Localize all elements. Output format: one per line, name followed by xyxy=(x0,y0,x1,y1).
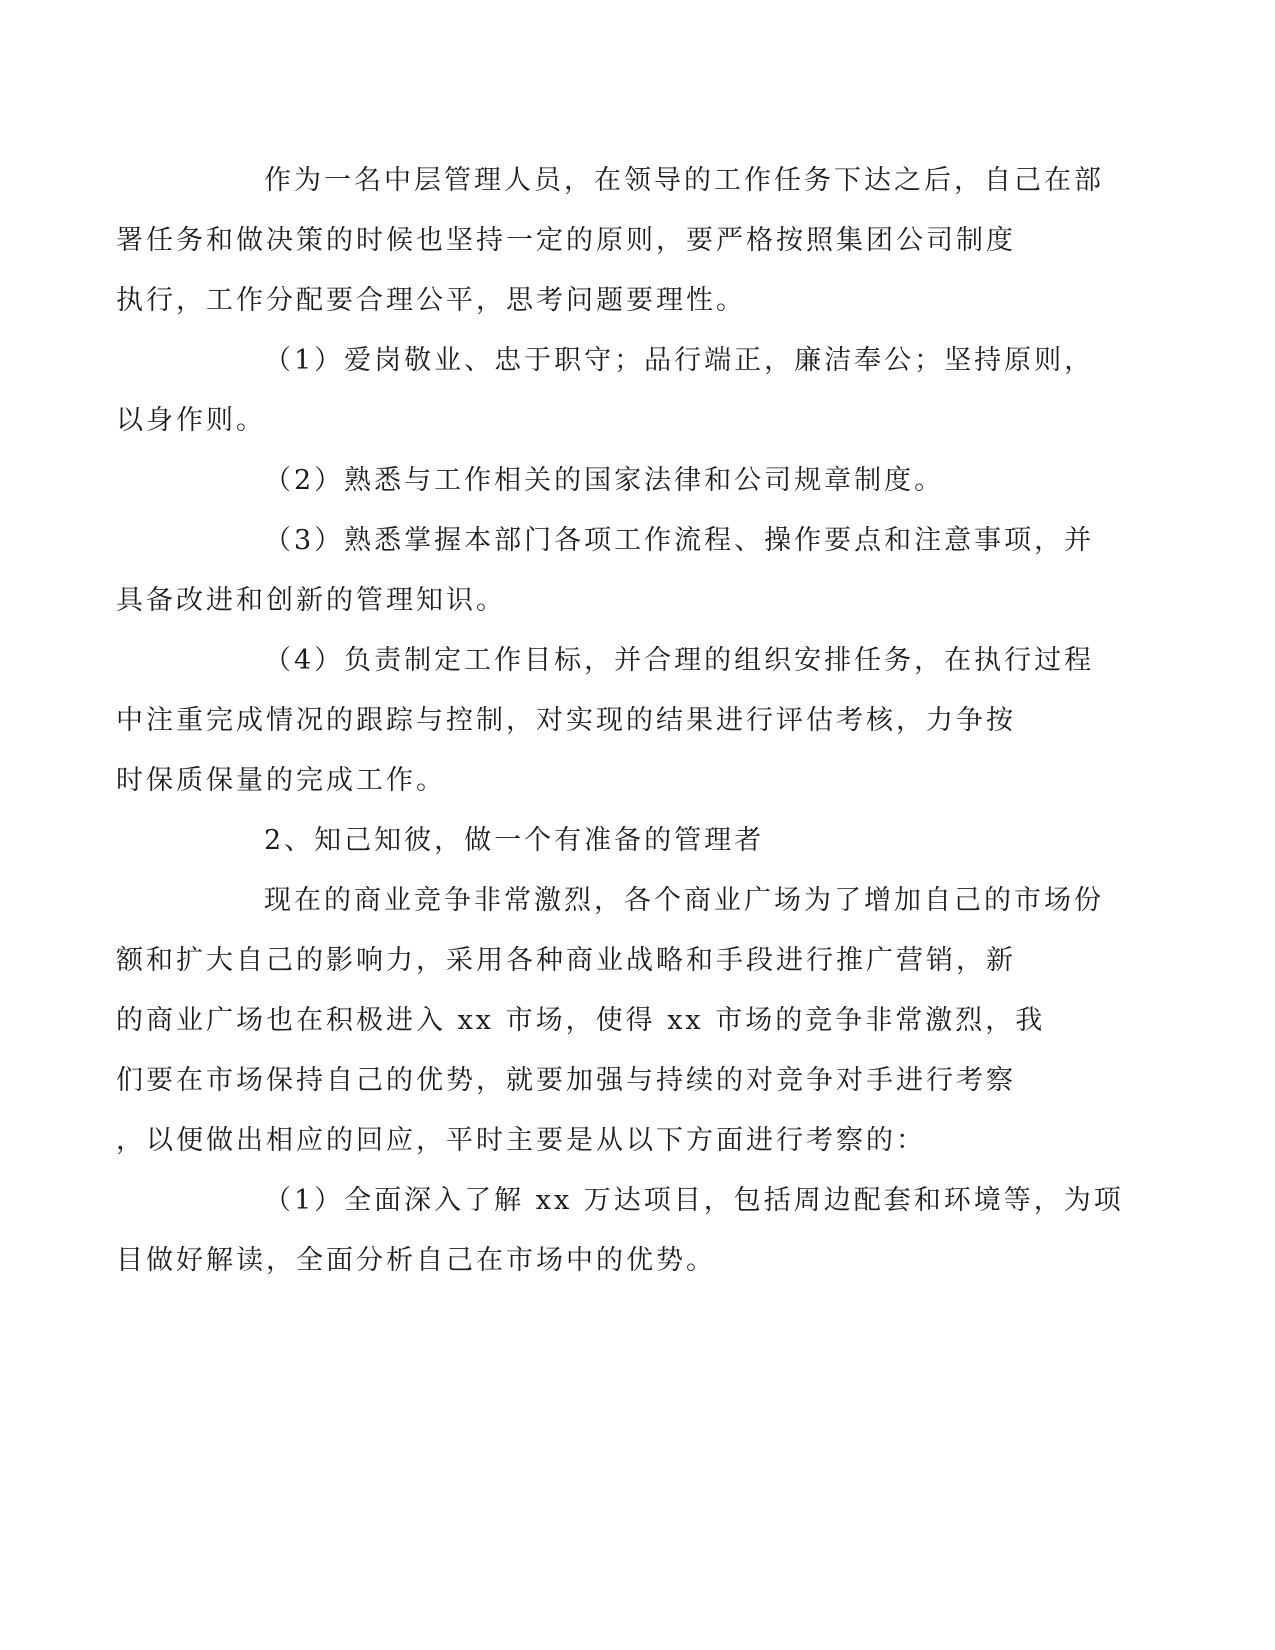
text-line: （3）熟悉掌握本部门各项工作流程、操作要点和注意事项，并 xyxy=(264,525,1095,556)
text-line: ，以便做出相应的回应，平时主要是从以下方面进行考察的： xyxy=(116,1125,926,1156)
text-line: （1）爱岗敬业、忠于职守；品行端正，廉洁奉公；坚持原则， xyxy=(264,345,1095,376)
text-line: （4）负责制定工作目标，并合理的组织安排任务，在执行过程 xyxy=(264,645,1095,676)
text-line: （2）熟悉与工作相关的国家法律和公司规章制度。 xyxy=(264,465,945,496)
document-body xyxy=(116,151,1124,1291)
text-line: 的商业广场也在积极进入 xx 市场，使得 xx 市场的竞争非常激烈，我 xyxy=(116,1005,1046,1036)
text-line: 具备改进和创新的管理知识。 xyxy=(116,585,506,616)
paragraph-competition xyxy=(116,871,1104,1171)
text-line: 署任务和做决策的时候也坚持一定的原则，要严格按照集团公司制度 xyxy=(116,225,1016,256)
text-line: 作为一名中层管理人员，在领导的工作任务下达之后，自己在部 xyxy=(264,165,1104,196)
paragraph-intro xyxy=(116,151,1104,331)
text-line: （1）全面深入了解 xx 万达项目，包括周边配套和环境等，为项 xyxy=(264,1185,1124,1216)
text-line: 以身作则。 xyxy=(116,405,266,436)
text-line: 目做好解读，全面分析自己在市场中的优势。 xyxy=(116,1245,716,1276)
text-line: 时保质保量的完成工作。 xyxy=(116,765,446,796)
text-line: 现在的商业竞争非常激烈，各个商业广场为了增加自己的市场份 xyxy=(264,885,1104,916)
paragraph-item-2 xyxy=(190,451,1090,511)
text-line: 们要在市场保持自己的优势，就要加强与持续的对竞争对手进行考察 xyxy=(116,1065,1016,1096)
text-line: 中注重完成情况的跟踪与控制，对实现的结果进行评估考核，力争按 xyxy=(116,705,1016,736)
paragraph-item-1 xyxy=(116,331,1095,451)
paragraph-item-4 xyxy=(116,631,1095,811)
section-heading xyxy=(190,811,1090,871)
paragraph-item-3 xyxy=(116,511,1095,631)
text-line: 额和扩大自己的影响力，采用各种商业战略和手段进行推广营销，新 xyxy=(116,945,1016,976)
text-line: 2、知己知彼，做一个有准备的管理者 xyxy=(264,825,765,856)
paragraph-item-analysis xyxy=(116,1171,1124,1291)
text-line: 执行，工作分配要合理公平，思考问题要理性。 xyxy=(116,285,746,316)
